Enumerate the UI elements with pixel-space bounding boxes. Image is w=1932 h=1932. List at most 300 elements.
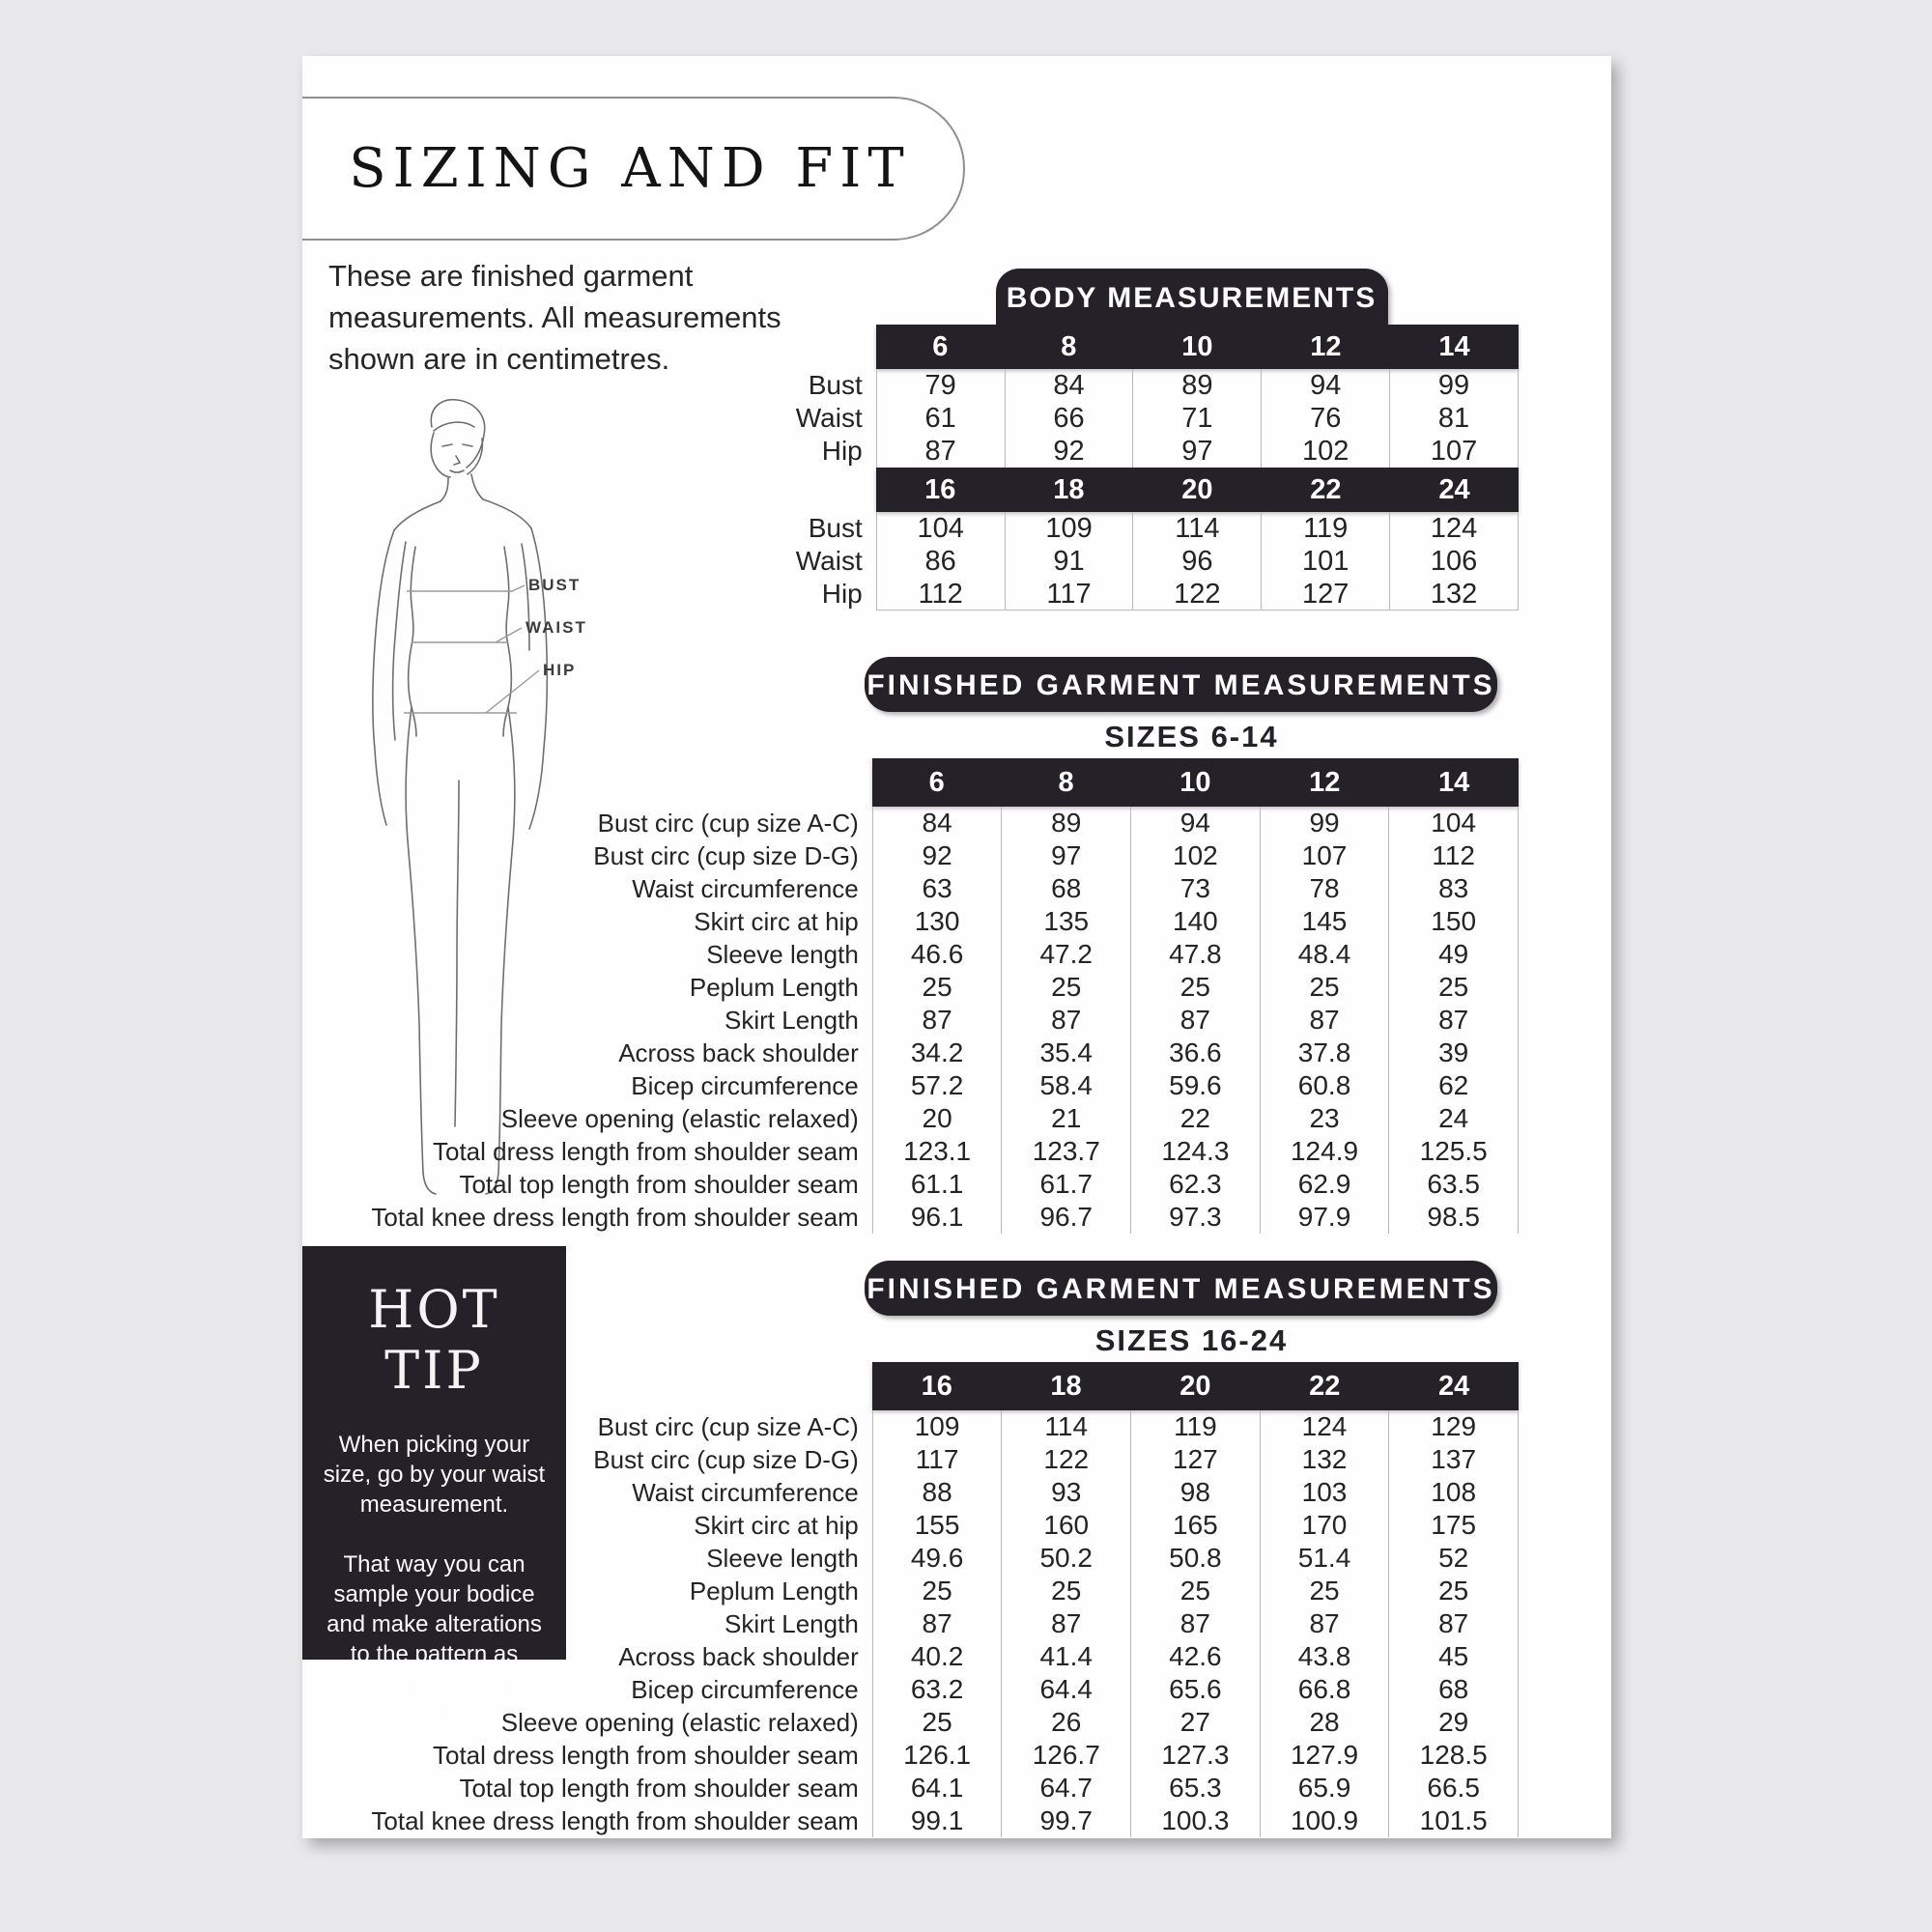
size-cell: 6 xyxy=(928,767,945,798)
row-label: Across back shoulder xyxy=(618,1642,859,1671)
value-cell: 25 xyxy=(1130,971,1260,1004)
row-values xyxy=(872,1004,1519,1037)
row-values xyxy=(872,872,1519,905)
table-row xyxy=(343,1575,1519,1607)
value-cell: 93 xyxy=(1001,1476,1130,1509)
value-cell: 127.9 xyxy=(1260,1739,1389,1772)
value-cell: 45 xyxy=(1388,1640,1519,1673)
table-row xyxy=(343,807,1519,839)
value-cell: 63 xyxy=(872,872,1002,905)
row-values xyxy=(872,1706,1519,1739)
value-cell: 25 xyxy=(1130,1575,1260,1607)
table-row xyxy=(343,1804,1519,1837)
value-cell: 49.6 xyxy=(872,1542,1002,1575)
row-label-spacer xyxy=(739,468,876,512)
table-row xyxy=(343,1673,1519,1706)
row-label: Waist xyxy=(795,403,863,433)
row-label: Peplum Length xyxy=(689,973,859,1002)
body-measurements-tab: BODY MEASUREMENTS xyxy=(996,269,1388,325)
row-values xyxy=(876,578,1519,611)
title-pill xyxy=(302,97,965,241)
value-cell: 94 xyxy=(1261,369,1389,402)
value-cell: 25 xyxy=(1388,1575,1519,1607)
value-cell: 27 xyxy=(1130,1706,1260,1739)
row-label-spacer xyxy=(739,325,876,369)
value-cell: 89 xyxy=(1132,369,1261,402)
value-cell: 170 xyxy=(1260,1509,1389,1542)
value-cell: 60.8 xyxy=(1260,1069,1389,1102)
row-values xyxy=(876,435,1519,468)
value-cell: 112 xyxy=(1388,839,1519,872)
row-label: Total dress length from shoulder seam xyxy=(433,1741,859,1770)
value-cell: 107 xyxy=(1389,435,1519,468)
value-cell: 127 xyxy=(1261,578,1389,610)
row-label: Skirt Length xyxy=(724,1609,859,1638)
row-values xyxy=(872,1201,1519,1234)
row-values xyxy=(872,807,1519,839)
value-cell: 29 xyxy=(1388,1706,1519,1739)
value-cell: 50.8 xyxy=(1130,1542,1260,1575)
value-cell: 98 xyxy=(1130,1476,1260,1509)
row-values xyxy=(872,1168,1519,1201)
table-row xyxy=(343,1069,1519,1102)
value-cell: 126.1 xyxy=(872,1739,1002,1772)
value-cell: 87 xyxy=(1388,1607,1519,1640)
value-cell: 87 xyxy=(1260,1607,1389,1640)
table-row xyxy=(343,1706,1519,1739)
table-row xyxy=(343,938,1519,971)
value-cell: 102 xyxy=(1261,435,1389,468)
size-cell: 18 xyxy=(1053,474,1085,505)
value-cell: 40.2 xyxy=(872,1640,1002,1673)
value-cell: 62.9 xyxy=(1260,1168,1389,1201)
value-cell: 78 xyxy=(1260,872,1389,905)
value-cell: 26 xyxy=(1001,1706,1130,1739)
value-cell: 107 xyxy=(1260,839,1389,872)
value-cell: 37.8 xyxy=(1260,1037,1389,1069)
row-label: Sleeve length xyxy=(706,940,859,969)
size-cell: 24 xyxy=(1438,474,1470,505)
value-cell: 94 xyxy=(1130,807,1260,839)
table-row xyxy=(343,1607,1519,1640)
value-cell: 20 xyxy=(872,1102,1002,1135)
value-cell: 128.5 xyxy=(1388,1739,1519,1772)
value-cell: 100.3 xyxy=(1130,1804,1260,1837)
table-row xyxy=(343,1476,1519,1509)
row-label: Total top length from shoulder seam xyxy=(459,1170,859,1199)
value-cell: 117 xyxy=(1005,578,1133,610)
value-cell: 92 xyxy=(872,839,1002,872)
value-cell: 145 xyxy=(1260,905,1389,938)
table-row xyxy=(343,1201,1519,1234)
value-cell: 124.3 xyxy=(1130,1135,1260,1168)
size-band-row xyxy=(739,468,1519,512)
size-band xyxy=(872,758,1519,807)
value-cell: 61.1 xyxy=(872,1168,1002,1201)
size-band xyxy=(876,468,1519,512)
value-cell: 25 xyxy=(1001,971,1130,1004)
row-values xyxy=(876,369,1519,402)
table-row xyxy=(343,1542,1519,1575)
row-label-spacer xyxy=(343,758,872,807)
hot-tip-paragraph-1: When picking your size, go by your waist measurement. xyxy=(323,1432,546,1518)
table-row xyxy=(343,1135,1519,1168)
row-label: Bust circ (cup size D-G) xyxy=(593,1445,859,1474)
sizes-subtitle-row xyxy=(865,712,1519,758)
size-band-row xyxy=(343,758,1519,807)
size-cell: 14 xyxy=(1437,767,1470,798)
table-row xyxy=(343,872,1519,905)
value-cell: 97.3 xyxy=(1130,1201,1260,1234)
size-band-row xyxy=(343,1362,1519,1410)
value-cell: 127.3 xyxy=(1130,1739,1260,1772)
size-band xyxy=(872,1362,1519,1410)
table-row xyxy=(739,545,1519,578)
value-cell: 47.2 xyxy=(1001,938,1130,971)
table-row xyxy=(739,578,1519,611)
value-cell: 99 xyxy=(1389,369,1519,402)
size-cell: 8 xyxy=(1061,331,1077,362)
value-cell: 126.7 xyxy=(1001,1739,1130,1772)
value-cell: 106 xyxy=(1389,545,1519,578)
row-label: Total top length from shoulder seam xyxy=(459,1774,859,1803)
value-cell: 25 xyxy=(1260,1575,1389,1607)
value-cell: 57.2 xyxy=(872,1069,1002,1102)
value-cell: 160 xyxy=(1001,1509,1130,1542)
value-cell: 83 xyxy=(1388,872,1519,905)
value-cell: 25 xyxy=(872,1706,1002,1739)
row-values xyxy=(872,1640,1519,1673)
finished-garment-table-sizes-16-24 xyxy=(343,1261,1519,1837)
value-cell: 123.1 xyxy=(872,1135,1002,1168)
sizes-subtitle: SIZES 16-24 xyxy=(1094,1323,1289,1357)
row-label: Total dress length from shoulder seam xyxy=(433,1137,859,1166)
value-cell: 63.2 xyxy=(872,1673,1002,1706)
row-label: Sleeve length xyxy=(706,1544,859,1573)
table-row xyxy=(343,1509,1519,1542)
value-cell: 24 xyxy=(1388,1102,1519,1135)
row-values xyxy=(872,1037,1519,1069)
value-cell: 58.4 xyxy=(1001,1069,1130,1102)
value-cell: 87 xyxy=(872,1004,1002,1037)
row-label: Bicep circumference xyxy=(631,1071,859,1100)
value-cell: 25 xyxy=(1001,1575,1130,1607)
value-cell: 25 xyxy=(1260,971,1389,1004)
value-cell: 98.5 xyxy=(1388,1201,1519,1234)
table-row xyxy=(739,369,1519,402)
value-cell: 165 xyxy=(1130,1509,1260,1542)
size-cell: 16 xyxy=(924,474,956,505)
value-cell: 114 xyxy=(1132,512,1261,545)
value-cell: 61.7 xyxy=(1001,1168,1130,1201)
value-cell: 122 xyxy=(1001,1443,1130,1476)
value-cell: 127 xyxy=(1130,1443,1260,1476)
row-values xyxy=(872,1443,1519,1476)
value-cell: 68 xyxy=(1388,1673,1519,1706)
table-row xyxy=(343,1410,1519,1443)
row-values xyxy=(876,512,1519,545)
value-cell: 46.6 xyxy=(872,938,1002,971)
table-row xyxy=(343,1443,1519,1476)
finished-banner: FINISHED GARMENT MEASUREMENTS xyxy=(865,1261,1497,1316)
row-label: Sleeve opening (elastic relaxed) xyxy=(500,1104,859,1133)
value-cell: 97 xyxy=(1001,839,1130,872)
size-cell: 18 xyxy=(1050,1371,1082,1402)
row-label: Bust xyxy=(808,370,863,400)
value-cell: 87 xyxy=(876,435,1005,468)
value-cell: 88 xyxy=(872,1476,1002,1509)
value-cell: 28 xyxy=(1260,1706,1389,1739)
value-cell: 73 xyxy=(1130,872,1260,905)
row-label: Bust circ (cup size D-G) xyxy=(593,841,859,870)
body-measurements-table xyxy=(739,269,1519,611)
value-cell: 140 xyxy=(1130,905,1260,938)
size-cell: 10 xyxy=(1179,767,1211,798)
value-cell: 124 xyxy=(1260,1410,1389,1443)
row-label: Bicep circumference xyxy=(631,1675,859,1704)
value-cell: 89 xyxy=(1001,807,1130,839)
value-cell: 150 xyxy=(1388,905,1519,938)
value-cell: 87 xyxy=(1001,1004,1130,1037)
value-cell: 84 xyxy=(872,807,1002,839)
value-cell: 124.9 xyxy=(1260,1135,1389,1168)
hot-tip-paragraph-2: That way you can sample your bodice and make alterations to the pattern as shown on coming pages. xyxy=(327,1551,542,1727)
row-values xyxy=(872,1069,1519,1102)
value-cell: 100.9 xyxy=(1260,1804,1389,1837)
row-label: Skirt circ at hip xyxy=(694,1511,859,1540)
value-cell: 76 xyxy=(1261,402,1389,435)
row-values xyxy=(872,1673,1519,1706)
value-cell: 109 xyxy=(1005,512,1133,545)
value-cell: 87 xyxy=(1001,1607,1130,1640)
value-cell: 104 xyxy=(1388,807,1519,839)
table-row xyxy=(343,1739,1519,1772)
value-cell: 101 xyxy=(1261,545,1389,578)
intro-text: These are finished garment measurements. All measurements shown are in centimetres. xyxy=(328,259,781,376)
row-label: Skirt circ at hip xyxy=(694,907,859,936)
row-label: Waist circumference xyxy=(632,874,859,903)
value-cell: 64.7 xyxy=(1001,1772,1130,1804)
value-cell: 64.4 xyxy=(1001,1673,1130,1706)
bust-label: BUST xyxy=(528,576,582,594)
value-cell: 87 xyxy=(1130,1607,1260,1640)
value-cell: 51.4 xyxy=(1260,1542,1389,1575)
value-cell: 137 xyxy=(1388,1443,1519,1476)
value-cell: 101.5 xyxy=(1388,1804,1519,1837)
row-label: Total knee dress length from shoulder seam xyxy=(371,1203,859,1232)
size-cell: 12 xyxy=(1309,767,1341,798)
value-cell: 49 xyxy=(1388,938,1519,971)
row-label: Across back shoulder xyxy=(618,1038,859,1067)
row-values xyxy=(872,1410,1519,1443)
finished-banner-row xyxy=(865,657,1519,712)
finished-banner-row xyxy=(865,1261,1519,1316)
size-cell: 12 xyxy=(1310,331,1342,362)
value-cell: 48.4 xyxy=(1260,938,1389,971)
size-cell: 20 xyxy=(1181,474,1213,505)
value-cell: 132 xyxy=(1260,1443,1389,1476)
value-cell: 129 xyxy=(1388,1410,1519,1443)
row-values xyxy=(872,1772,1519,1804)
value-cell: 41.4 xyxy=(1001,1640,1130,1673)
row-values xyxy=(872,1102,1519,1135)
row-values xyxy=(872,905,1519,938)
row-values xyxy=(872,1739,1519,1772)
value-cell: 99 xyxy=(1260,807,1389,839)
waist-label: WAIST xyxy=(526,618,587,637)
value-cell: 36.6 xyxy=(1130,1037,1260,1069)
value-cell: 132 xyxy=(1389,578,1519,610)
value-cell: 64.1 xyxy=(872,1772,1002,1804)
table-row xyxy=(343,839,1519,872)
value-cell: 65.3 xyxy=(1130,1772,1260,1804)
value-cell: 81 xyxy=(1389,402,1519,435)
value-cell: 87 xyxy=(1388,1004,1519,1037)
row-label: Bust circ (cup size A-C) xyxy=(597,809,859,838)
sizes-subtitle-row xyxy=(865,1316,1519,1362)
finished-banner: FINISHED GARMENT MEASUREMENTS xyxy=(865,657,1497,712)
value-cell: 59.6 xyxy=(1130,1069,1260,1102)
value-cell: 39 xyxy=(1388,1037,1519,1069)
value-cell: 71 xyxy=(1132,402,1261,435)
value-cell: 96 xyxy=(1132,545,1261,578)
size-band-row xyxy=(739,325,1519,369)
value-cell: 119 xyxy=(1130,1410,1260,1443)
value-cell: 124 xyxy=(1389,512,1519,545)
value-cell: 35.4 xyxy=(1001,1037,1130,1069)
value-cell: 155 xyxy=(872,1509,1002,1542)
value-cell: 117 xyxy=(872,1443,1002,1476)
value-cell: 50.2 xyxy=(1001,1542,1130,1575)
value-cell: 52 xyxy=(1388,1542,1519,1575)
row-label: Hip xyxy=(821,579,863,609)
value-cell: 25 xyxy=(872,1575,1002,1607)
row-values xyxy=(872,839,1519,872)
table-row xyxy=(343,1772,1519,1804)
value-cell: 63.5 xyxy=(1388,1168,1519,1201)
document-page xyxy=(302,56,1611,1838)
hot-tip-title: HOT TIP xyxy=(368,1279,500,1401)
value-cell: 112 xyxy=(876,578,1005,610)
value-cell: 66.5 xyxy=(1388,1772,1519,1804)
row-values xyxy=(872,1509,1519,1542)
size-cell: 6 xyxy=(932,331,949,362)
value-cell: 99.7 xyxy=(1001,1804,1130,1837)
row-values xyxy=(872,971,1519,1004)
value-cell: 123.7 xyxy=(1001,1135,1130,1168)
value-cell: 68 xyxy=(1001,872,1130,905)
table-row xyxy=(343,1640,1519,1673)
table-row xyxy=(343,1004,1519,1037)
value-cell: 25 xyxy=(1388,971,1519,1004)
value-cell: 104 xyxy=(876,512,1005,545)
value-cell: 84 xyxy=(1005,369,1133,402)
row-label: Hip xyxy=(821,436,863,466)
table-row xyxy=(739,435,1519,468)
value-cell: 87 xyxy=(872,1607,1002,1640)
value-cell: 86 xyxy=(876,545,1005,578)
value-cell: 91 xyxy=(1005,545,1133,578)
value-cell: 87 xyxy=(1260,1004,1389,1037)
page-title: SIZING AND FIT xyxy=(349,137,911,200)
row-label: Skirt Length xyxy=(724,1006,859,1035)
size-cell: 14 xyxy=(1438,331,1470,362)
value-cell: 103 xyxy=(1260,1476,1389,1509)
row-label: Waist circumference xyxy=(632,1478,859,1507)
row-label: Sleeve opening (elastic relaxed) xyxy=(500,1708,859,1737)
row-label: Bust circ (cup size A-C) xyxy=(597,1412,859,1441)
row-values xyxy=(872,938,1519,971)
size-cell: 16 xyxy=(921,1371,952,1402)
value-cell: 119 xyxy=(1261,512,1389,545)
size-cell: 10 xyxy=(1181,331,1213,362)
table-row xyxy=(739,402,1519,435)
row-label: Waist xyxy=(795,546,863,576)
row-values xyxy=(872,1476,1519,1509)
row-values xyxy=(872,1575,1519,1607)
value-cell: 62 xyxy=(1388,1069,1519,1102)
value-cell: 23 xyxy=(1260,1102,1389,1135)
size-cell: 20 xyxy=(1179,1371,1211,1402)
body-measurements-tab-row xyxy=(865,269,1519,325)
value-cell: 43.8 xyxy=(1260,1640,1389,1673)
table-row xyxy=(343,1168,1519,1201)
row-values xyxy=(872,1804,1519,1837)
value-cell: 96.7 xyxy=(1001,1201,1130,1234)
value-cell: 21 xyxy=(1001,1102,1130,1135)
table-row xyxy=(343,1102,1519,1135)
value-cell: 87 xyxy=(1130,1004,1260,1037)
value-cell: 135 xyxy=(1001,905,1130,938)
value-cell: 97 xyxy=(1132,435,1261,468)
value-cell: 108 xyxy=(1388,1476,1519,1509)
value-cell: 66 xyxy=(1005,402,1133,435)
value-cell: 22 xyxy=(1130,1102,1260,1135)
table-row xyxy=(739,512,1519,545)
value-cell: 47.8 xyxy=(1130,938,1260,971)
table-row xyxy=(343,1037,1519,1069)
value-cell: 34.2 xyxy=(872,1037,1002,1069)
value-cell: 61 xyxy=(876,402,1005,435)
value-cell: 66.8 xyxy=(1260,1673,1389,1706)
size-cell: 24 xyxy=(1437,1371,1470,1402)
table-row xyxy=(343,971,1519,1004)
value-cell: 62.3 xyxy=(1130,1168,1260,1201)
table-row xyxy=(343,905,1519,938)
size-band xyxy=(876,325,1519,369)
value-cell: 97.9 xyxy=(1260,1201,1389,1234)
value-cell: 130 xyxy=(872,905,1002,938)
finished-garment-table-sizes-6-14 xyxy=(343,657,1519,1234)
row-label: Total knee dress length from shoulder seam xyxy=(371,1806,859,1835)
sizes-subtitle: SIZES 6-14 xyxy=(1104,720,1279,753)
row-label: Bust xyxy=(808,513,863,543)
value-cell: 79 xyxy=(876,369,1005,402)
row-values xyxy=(876,402,1519,435)
value-cell: 96.1 xyxy=(872,1201,1002,1234)
row-label: Peplum Length xyxy=(689,1577,859,1605)
hip-label: HIP xyxy=(543,661,577,679)
value-cell: 122 xyxy=(1132,578,1261,610)
value-cell: 25 xyxy=(872,971,1002,1004)
size-cell: 22 xyxy=(1310,474,1342,505)
value-cell: 42.6 xyxy=(1130,1640,1260,1673)
value-cell: 114 xyxy=(1001,1410,1130,1443)
value-cell: 102 xyxy=(1130,839,1260,872)
row-values xyxy=(872,1135,1519,1168)
value-cell: 175 xyxy=(1388,1509,1519,1542)
row-label-spacer xyxy=(343,1362,872,1410)
